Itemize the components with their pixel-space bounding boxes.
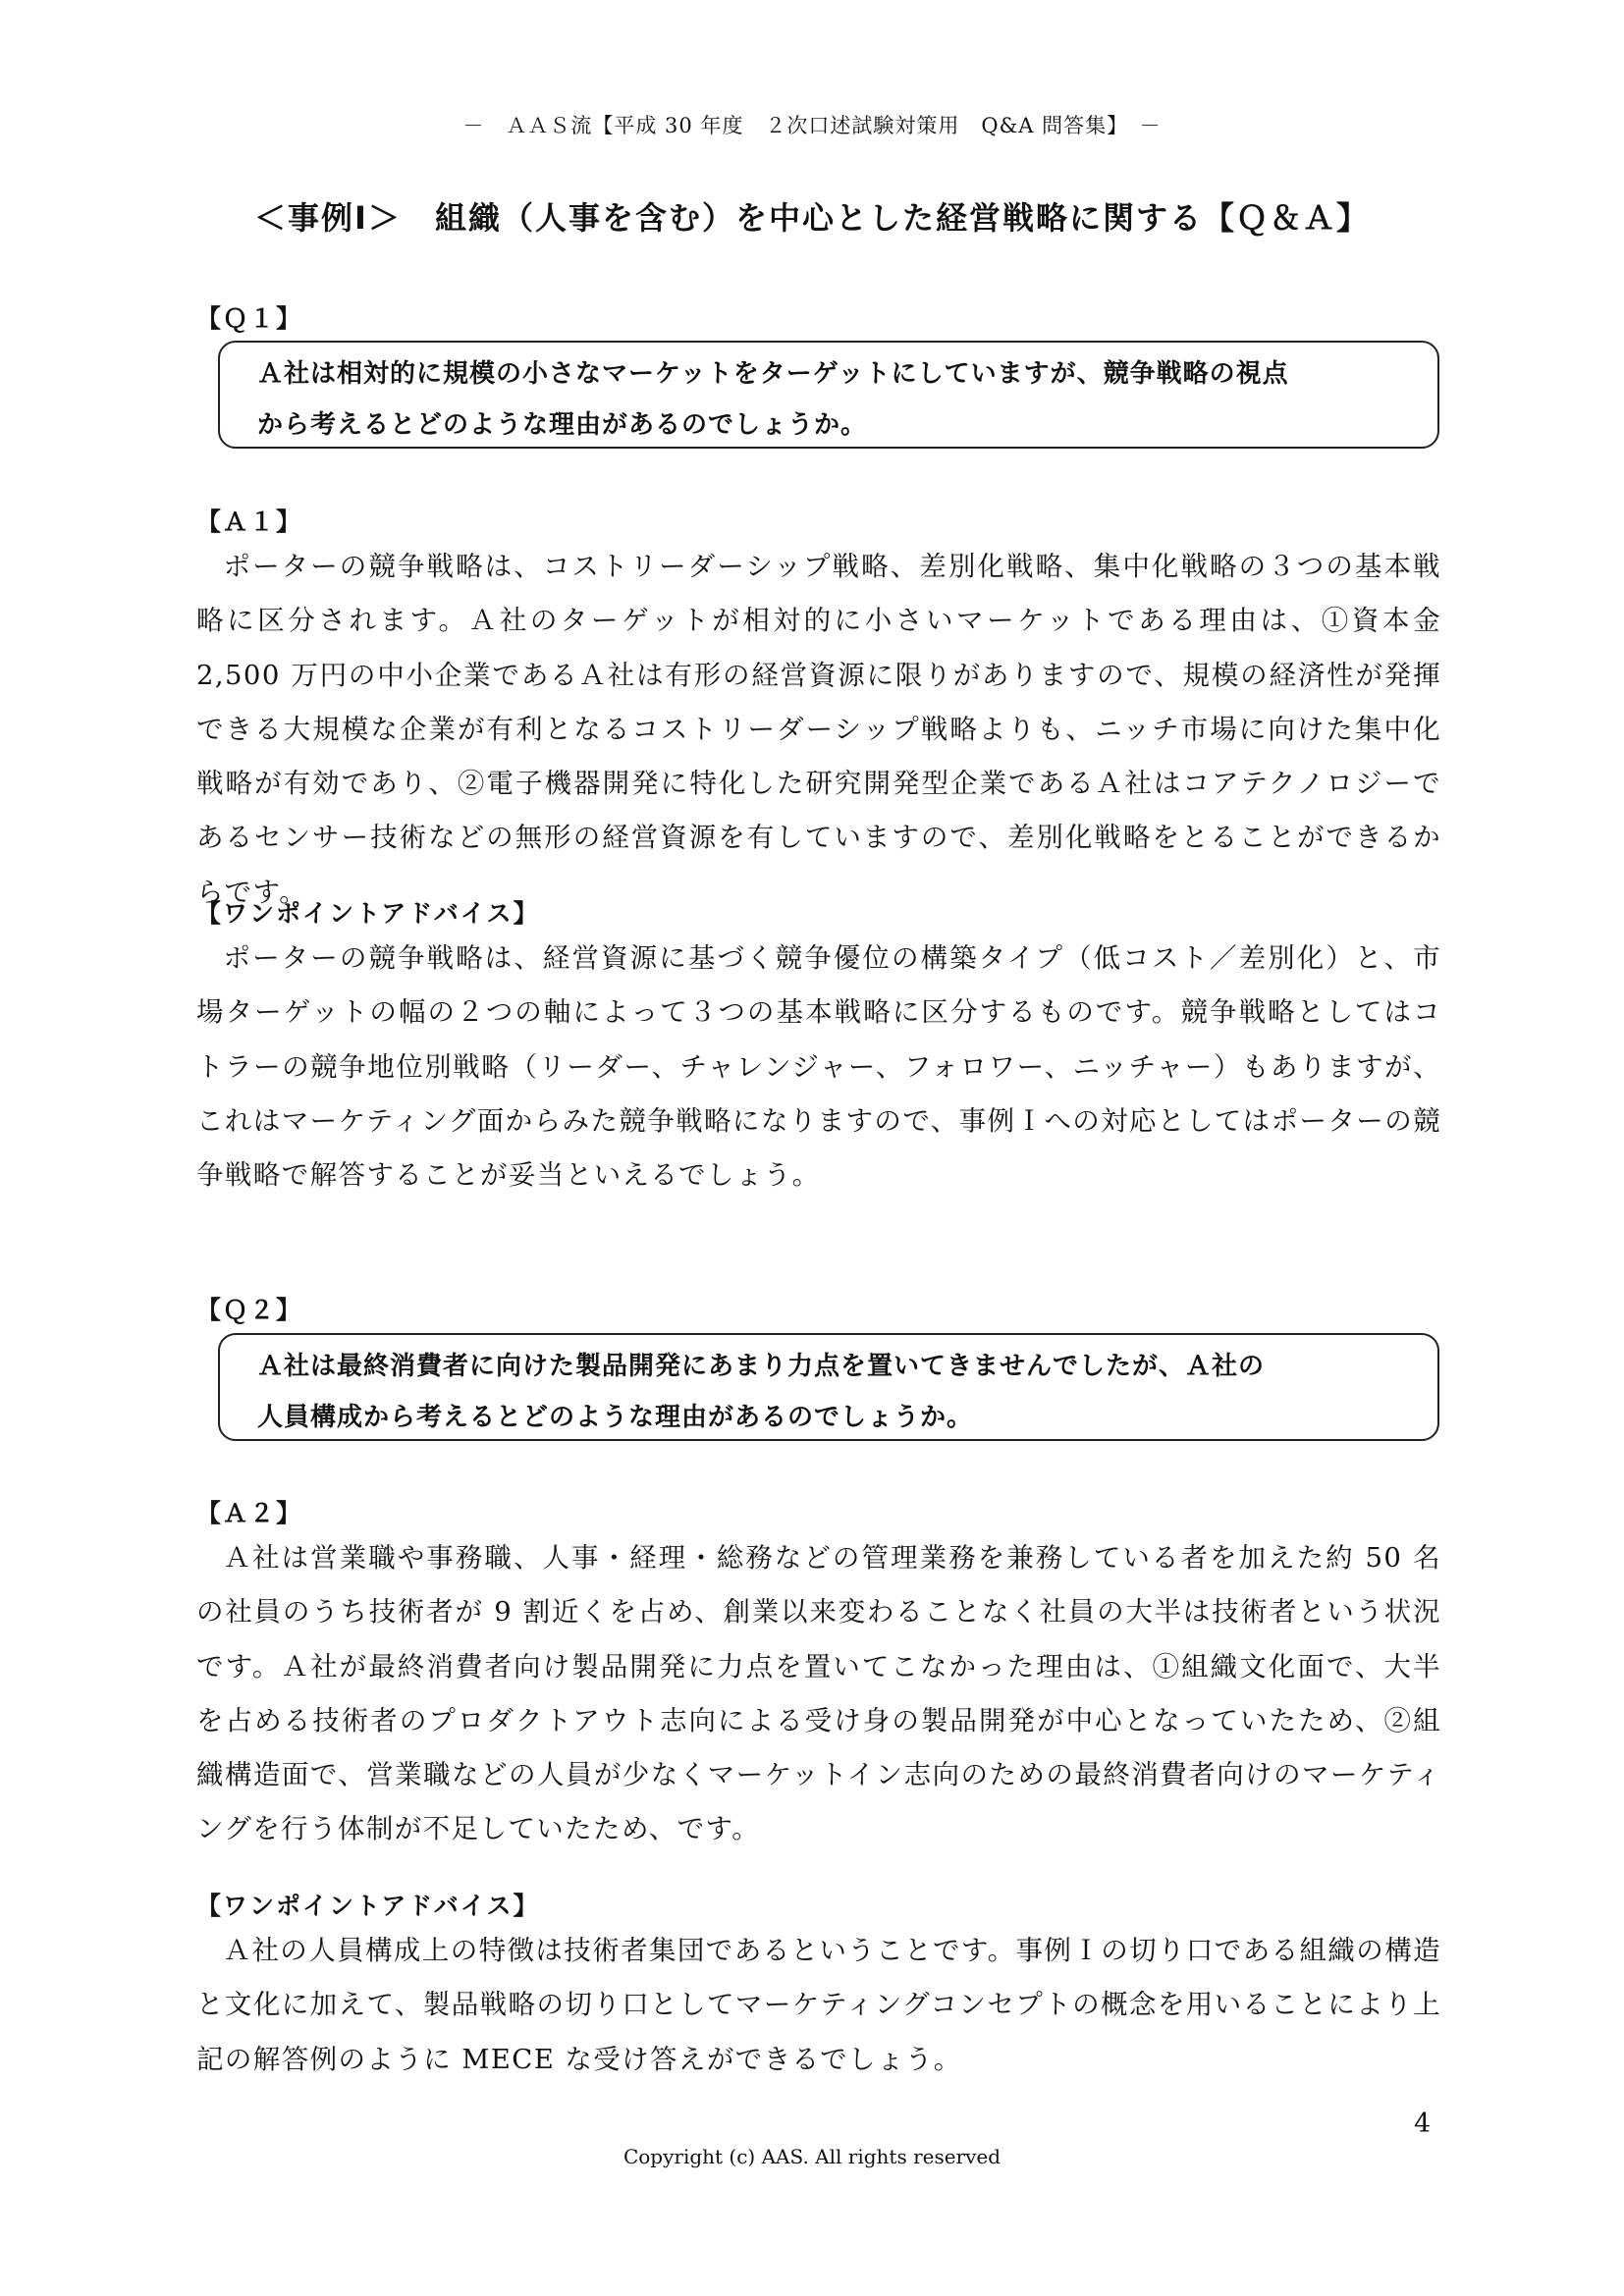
q1-question-line-2: から考えるとどのような理由があるのでしょうか。 — [257, 410, 868, 440]
copyright-footer: Copyright (c) AAS. All rights reserved — [623, 2145, 1001, 2168]
q2-question-line-2: 人員構成から考えるとどのような理由があるのでしょうか。 — [257, 1403, 974, 1432]
document-title: ＜事例Ⅰ＞ 組織（人事を含む）を中心とした経営戦略に関する【Ｑ＆Ａ】 — [254, 199, 1370, 237]
page-number: 4 — [1414, 2109, 1432, 2139]
advice2-text: Ａ社の人員構成上の特徴は技術者集団であるということです。事例Ｉの切り口である組織の構造と文化に加えて、製品戦略の切り口としてマーケティングコンセプトの概念を用いることにより上記の解答例のように MECE な受け答えができるでしょう。 — [196, 1935, 1441, 2075]
q1-question-line-1: Ａ社は相対的に規模の小さなマーケットをターゲットにしていますが、競争戦略の視点 — [257, 359, 1289, 389]
q2-question-line-1: Ａ社は最終消費者に向けた製品開発にあまり力点を置いてきませんでしたが、Ａ社の — [257, 1352, 1266, 1381]
advice2-label: 【ワンポイントアドバイス】 — [196, 1892, 540, 1920]
advice1-label: 【ワンポイントアドバイス】 — [196, 899, 540, 928]
advice1-text: ポーターの競争戦略は、経営資源に基づく競争優位の構築タイプ（低コスト／差別化）と、市場ターゲットの幅の２つの軸によって３つの基本戦略に区分するものです。競争戦略としてはコトラーの競争地位別戦略（リーダー、チャレンジャー、フォロワー、ニッチャー）もありますが、これはマーケティング面からみた競争戦略になりますので、事例Ｉへの対応としてはポーターの競争戦略で解答することが妥当といえるでしょう。 — [196, 942, 1441, 1192]
q1-question-box — [218, 341, 1439, 449]
running-header: － ＡＡＳ流【平成 30 年度 ２次口述試験対策用 Q&A 問答集】 － — [462, 114, 1162, 137]
a2-answer-text: Ａ社は営業職や事務職、人事・経理・総務などの管理業務を兼務している者を加えた約 50 名の社員のうち技術者が 9 割近くを占め、創業以来変わることなく社員の大半は技術者という状況です。Ａ社が最終消費者向け製品開発に力点を置いてこなかった理由は、①組織文化面で、大半を占める技術者のプロダクトアウト志向による受け身の製品開発が中心となっていたため、②組織構造面で、営業職などの人員が少なくマーケットイン志向のための最終消費者向けのマーケティングを行う体制が不足していたため、です。 — [196, 1542, 1441, 1845]
a1-label: 【Ａ１】 — [196, 507, 303, 536]
q2-label: 【Ｑ２】 — [196, 1296, 303, 1324]
a1-answer-text: ポーターの競争戦略は、コストリーダーシップ戦略、差別化戦略、集中化戦略の３つの基本戦略に区分されます。Ａ社のターゲットが相対的に小さいマーケットである理由は、①資本金 2,500 万円の中小企業であるＡ社は有形の経営資源に限りがありますので、規模の経済性が発揮できる大規模な企業が有利となるコストリーダーシップ戦略よりも、ニッチ市場に向けた集中化戦略が有効であり、②電子機器開発に特化した研究開発型企業であるＡ社はコアテクノロジーであるセンサー技術などの無形の経営資源を有していますので、差別化戦略をとることができるからです。 — [196, 551, 1441, 908]
a2-label: 【Ａ２】 — [196, 1499, 303, 1527]
q2-question-box — [218, 1333, 1439, 1441]
q1-label: 【Ｑ１】 — [196, 304, 303, 333]
